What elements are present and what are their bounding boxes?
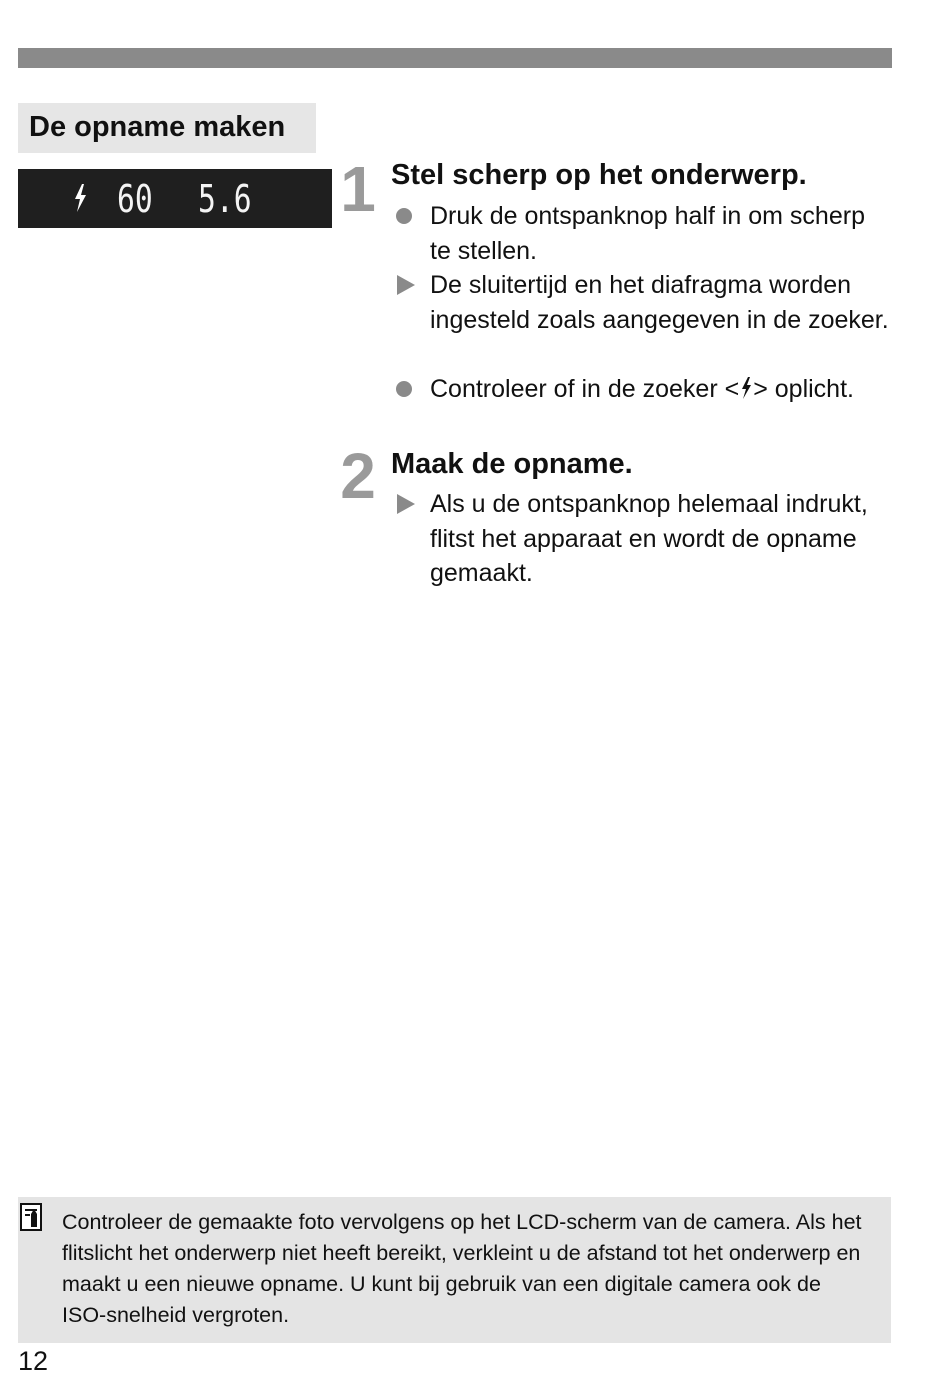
note-text: Controleer de gemaakte foto vervolgens op het LCD-scherm van de camera. Als het flitslicht het onderwerp niet heeft bereikt, verkleint u de afstand tot het onderwerp en maakt u een nieuwe opname. U kunt bij gebruik van een digitale camera ook de ISO-snelheid vergroten. [62, 1210, 862, 1327]
section-title: De opname maken [18, 103, 316, 153]
page-number: 12 [18, 1346, 49, 1376]
list-item [391, 372, 891, 407]
step-title: Maak de opname. [391, 448, 633, 480]
list-item-text [391, 372, 891, 407]
arrow-right-icon [391, 487, 419, 521]
arrow-right-icon [391, 268, 419, 302]
flash-icon [739, 376, 753, 400]
list-item [391, 487, 891, 591]
list-item-text: Als u de ontspanknop helemaal indrukt, flitst het apparaat en wordt de opname gemaakt. [430, 490, 868, 587]
viewfinder-shutter-speed: 60 [117, 177, 153, 221]
list-item [391, 268, 891, 337]
header-rule [18, 48, 892, 68]
step-title: Stel scherp op het onderwerp. [391, 159, 807, 191]
list-item [391, 199, 891, 268]
step-number: 2 [340, 440, 376, 512]
list-item-text: Druk de ontspanknop half in om scherp te stellen. [430, 202, 865, 265]
step-number: 1 [340, 153, 376, 225]
flash-icon [71, 182, 89, 214]
note-box [18, 1197, 891, 1343]
bullet-icon [391, 199, 419, 233]
list-item-text: De sluitertijd en het diafragma worden ingesteld zoals aangegeven in de zoeker. [430, 271, 889, 334]
list-item-text-part: > oplicht. [753, 375, 854, 403]
bullet-icon [391, 372, 419, 406]
viewfinder-display [18, 169, 332, 228]
note-icon [18, 1201, 46, 1233]
viewfinder-aperture: 5.6 [198, 177, 252, 221]
list-item-text-part: Controleer of in de zoeker < [430, 375, 740, 403]
